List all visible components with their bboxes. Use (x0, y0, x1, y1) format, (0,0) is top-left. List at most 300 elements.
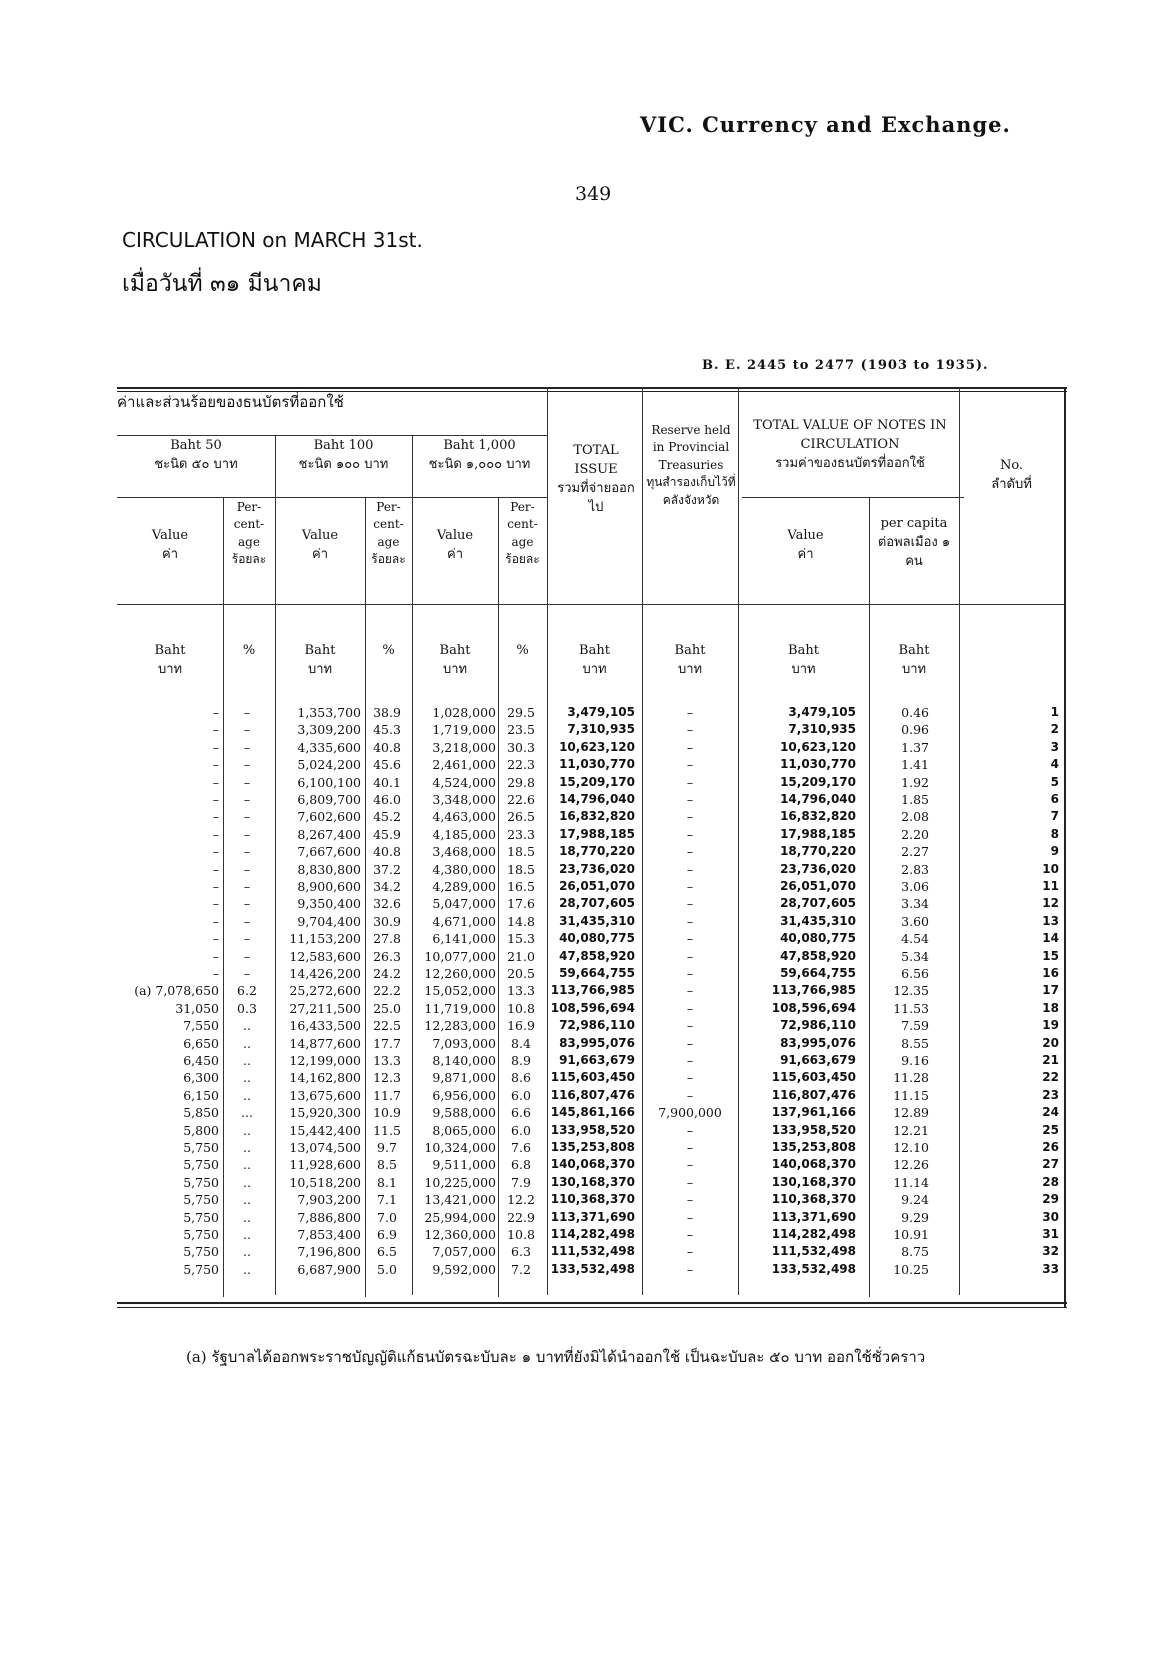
cell-b50p: 6.2 (237, 983, 257, 999)
value-1000-en: Value (436, 528, 474, 543)
cell-b50p: – (243, 826, 251, 842)
table-row (117, 1036, 1067, 1051)
cell-b100p: 25.0 (373, 1000, 401, 1016)
cell-total: 31,435,310 (559, 913, 635, 928)
unit-50 (117, 642, 223, 680)
per-capita-en: per capita (880, 516, 948, 531)
unit-100 (275, 642, 365, 680)
page-number: 349 (575, 183, 612, 205)
cell-reserve: – (686, 1053, 694, 1068)
cell-b1000v: 3,218,000 (432, 739, 496, 755)
cell-reserve: 7,900,000 (658, 1105, 722, 1121)
cell-b50p: – (243, 739, 251, 755)
table-row (117, 1088, 1067, 1103)
cell-b100p: 40.8 (373, 739, 401, 755)
cell-circ: 11,030,770 (780, 757, 856, 772)
cell-b50p: – (243, 792, 251, 807)
cell-b50p: .. (243, 1209, 251, 1225)
cell-b1000p: 22.9 (507, 1209, 535, 1225)
cell-b50p: – (243, 844, 251, 860)
cell-b50v: 5,750 (183, 1227, 219, 1242)
cell-total: 116,807,476 (550, 1087, 635, 1102)
cell-b50v: – (212, 861, 219, 877)
cell-b100p: 11.7 (373, 1087, 401, 1103)
cell-b1000p: 17.6 (507, 896, 535, 912)
cell-circ: 116,807,476 (771, 1087, 856, 1102)
table-row (117, 844, 1067, 859)
cell-b100v: 9,350,400 (297, 896, 361, 912)
cell-pc: 9.16 (901, 1053, 929, 1068)
cell-b50p: – (243, 809, 251, 825)
cell-b1000v: 5,047,000 (432, 896, 496, 912)
cell-circ: 115,603,450 (771, 1070, 856, 1085)
cell-no: 9 (1050, 844, 1059, 859)
unit-pc (869, 642, 959, 680)
cell-b50v: 5,850 (183, 1105, 219, 1121)
cell-reserve: – (686, 1000, 694, 1016)
unit-reserve-en: Baht (674, 643, 706, 658)
cell-b50v: 5,800 (183, 1122, 219, 1138)
cell-pc: 12.89 (893, 1105, 929, 1121)
unit-circ (738, 642, 869, 680)
cell-circ: 91,663,679 (780, 1053, 856, 1067)
cell-no: 10 (1042, 861, 1059, 876)
cell-no: 3 (1050, 739, 1059, 754)
cell-circ: 140,068,370 (771, 1157, 856, 1172)
cell-pc: 3.34 (901, 896, 929, 912)
value-circ-th: ค่า (797, 546, 814, 562)
cell-circ: 10,623,120 (780, 739, 856, 754)
total-value-header (742, 417, 958, 474)
cell-pc: 1.37 (901, 739, 929, 755)
cell-b50v: 6,150 (183, 1087, 219, 1103)
cell-no: 31 (1042, 1227, 1059, 1241)
cell-b100p: 46.0 (373, 792, 401, 807)
cell-pc: 1.41 (901, 757, 929, 773)
cell-b100p: 30.9 (373, 913, 401, 929)
cell-b1000p: 8.6 (511, 1070, 531, 1086)
cell-b1000v: 15,052,000 (424, 983, 496, 999)
cell-b1000v: 12,360,000 (424, 1227, 496, 1242)
cell-reserve: – (686, 1261, 694, 1277)
cell-pc: 1.85 (901, 792, 929, 807)
table-row (117, 1105, 1067, 1120)
cell-circ: 28,707,605 (780, 896, 856, 911)
cell-no: 19 (1042, 1018, 1059, 1033)
cell-b50v: – (212, 913, 219, 929)
cell-pc: 12.35 (893, 983, 929, 999)
cell-b50v: – (212, 792, 219, 807)
cell-b1000p: 22.6 (507, 792, 535, 807)
cell-b100p: 5.0 (377, 1261, 397, 1277)
cell-no: 11 (1042, 879, 1059, 893)
cell-pc: 9.24 (901, 1192, 929, 1208)
cell-no: 25 (1042, 1122, 1059, 1137)
table-row (117, 1262, 1067, 1277)
table-row (117, 827, 1067, 842)
cell-b50p: .. (243, 1157, 251, 1173)
cell-pc: 9.29 (901, 1209, 929, 1225)
reserve-en: Reserve held in Provincial Treasuries (651, 423, 731, 472)
value-50-th: ค่า (162, 546, 178, 562)
table-row (117, 879, 1067, 894)
cell-b100v: 7,667,600 (297, 844, 361, 860)
table-row (117, 757, 1067, 772)
cell-no: 17 (1042, 983, 1059, 998)
cell-no: 23 (1042, 1087, 1059, 1102)
cell-total: 91,663,679 (559, 1053, 635, 1067)
cell-reserve: – (686, 983, 694, 999)
cell-b100p: 37.2 (373, 861, 401, 877)
cell-circ: 72,986,110 (780, 1018, 856, 1033)
cell-b1000p: 6.0 (511, 1122, 531, 1138)
cell-b1000v: 10,077,000 (424, 948, 496, 964)
cell-total: 113,371,690 (550, 1209, 635, 1224)
cell-b1000p: 20.5 (507, 966, 535, 981)
cell-b50v: 7,550 (183, 1018, 219, 1034)
denom-100-header (275, 437, 412, 475)
cell-total: 11,030,770 (559, 757, 635, 772)
pct-1000-th: ร้อยละ (505, 552, 540, 567)
cell-b1000p: 29.8 (507, 774, 535, 790)
cell-b1000p: 29.5 (507, 705, 535, 720)
cell-circ: 83,995,076 (780, 1035, 856, 1050)
denom-1000-header (412, 437, 547, 475)
cell-b100p: 22.5 (373, 1018, 401, 1034)
cell-b1000v: 12,283,000 (424, 1018, 496, 1034)
cell-no: 24 (1042, 1105, 1059, 1120)
cell-no: 7 (1050, 809, 1059, 824)
value-100-th: ค่า (312, 546, 328, 562)
denom-100-en: Baht 100 (313, 438, 374, 453)
unit-total-th: บาท (582, 661, 607, 677)
cell-reserve: – (686, 1174, 694, 1190)
cell-b50v: 5,750 (183, 1209, 219, 1225)
table-row (117, 949, 1067, 964)
per-capita-th: ต่อพลเมือง ๑ คน (877, 534, 951, 569)
cell-pc: 7.59 (901, 1018, 929, 1034)
cell-b100v: 6,687,900 (297, 1261, 361, 1277)
cell-b50v: – (212, 739, 219, 755)
cell-total: 111,532,498 (550, 1244, 635, 1259)
cell-b1000p: 30.3 (507, 739, 535, 755)
cell-b50v: 5,750 (183, 1174, 219, 1190)
cell-reserve: – (686, 705, 694, 720)
cell-no: 21 (1042, 1053, 1059, 1067)
denom-50-en: Baht 50 (170, 438, 222, 453)
cell-b50v: – (212, 948, 219, 964)
cell-b1000v: 11,719,000 (424, 1000, 496, 1016)
cell-reserve: – (686, 1157, 694, 1173)
cell-circ: 17,988,185 (780, 826, 856, 841)
cell-reserve: – (686, 826, 694, 842)
cell-b1000v: 9,592,000 (432, 1261, 496, 1277)
cell-circ: 31,435,310 (780, 913, 856, 928)
cell-total: 23,736,020 (559, 861, 635, 876)
cell-b1000v: 4,289,000 (432, 879, 496, 894)
cell-b1000p: 8.4 (511, 1035, 531, 1051)
denom-100-th: ชะนิด ๑๐๐ บาท (298, 456, 389, 472)
value-50-en: Value (151, 528, 189, 543)
cell-reserve: – (686, 1035, 694, 1051)
cell-b100p: 6.5 (377, 1244, 397, 1260)
cell-circ: 133,532,498 (771, 1261, 856, 1276)
cell-pc: 2.83 (901, 861, 929, 877)
cell-b100v: 14,162,800 (289, 1070, 361, 1086)
cell-reserve: – (686, 809, 694, 825)
cell-b1000v: 9,511,000 (432, 1157, 496, 1173)
cell-b50p: .. (243, 1174, 251, 1190)
cell-b50p: – (243, 705, 251, 720)
cell-b1000p: 10.8 (507, 1000, 535, 1016)
pct-100-en: Per-cent-age (373, 500, 404, 549)
cell-b1000v: 3,348,000 (432, 792, 496, 807)
cell-no: 12 (1042, 896, 1059, 911)
cell-reserve: – (686, 757, 694, 773)
pct-50-label (223, 499, 275, 569)
cell-reserve: – (686, 1209, 694, 1225)
cell-b50p: – (243, 948, 251, 964)
cell-b50v: – (212, 896, 219, 912)
table-row (117, 1140, 1067, 1155)
cell-circ: 111,532,498 (771, 1244, 856, 1259)
no-header (959, 457, 1064, 495)
cell-b100p: 24.2 (373, 966, 401, 981)
cell-b100p: 26.3 (373, 948, 401, 964)
cell-b100v: 27,211,500 (289, 1000, 361, 1016)
cell-no: 27 (1042, 1157, 1059, 1172)
table-row (117, 1192, 1067, 1207)
cell-total: 15,209,170 (559, 774, 635, 789)
cell-b100v: 7,602,600 (297, 809, 361, 825)
cell-b100v: 13,675,600 (289, 1087, 361, 1103)
cell-reserve: – (686, 966, 694, 981)
cell-b100p: 45.6 (373, 757, 401, 773)
cell-circ: 133,958,520 (771, 1122, 856, 1137)
cell-b100v: 9,704,400 (297, 913, 361, 929)
table-row (117, 1123, 1067, 1138)
table-bottom-rule (117, 1302, 1067, 1304)
cell-b50p: .. (243, 1261, 251, 1277)
unit-100-en: Baht (304, 643, 336, 658)
total-value-th: รวมค่าของธนบัตรที่ออกใช้ (775, 455, 925, 471)
cell-no: 18 (1042, 1000, 1059, 1015)
cell-b1000p: 6.0 (511, 1087, 531, 1103)
cell-circ: 110,368,370 (771, 1192, 856, 1207)
unit-total-en: Baht (579, 643, 610, 658)
value-1000-th: ค่า (447, 546, 463, 562)
cell-pc: 11.28 (893, 1070, 929, 1086)
cell-b50v: 5,750 (183, 1261, 219, 1277)
table-row (117, 1001, 1067, 1016)
pct-50-th: ร้อยละ (231, 552, 267, 567)
cell-b50p: .. (243, 1122, 251, 1138)
cell-b100v: 8,267,400 (297, 826, 361, 842)
table-row (117, 740, 1067, 755)
value-50-label (117, 527, 223, 565)
cell-b100v: 11,153,200 (289, 931, 361, 947)
cell-circ: 130,168,370 (771, 1174, 856, 1189)
cell-reserve: – (686, 739, 694, 755)
cell-b100p: 45.3 (373, 722, 401, 738)
cell-b1000p: 7.6 (511, 1140, 531, 1155)
pct-50-en: Per-cent-age (233, 500, 265, 549)
pct-100-label (365, 499, 412, 569)
table-row (117, 775, 1067, 790)
cell-b1000v: 10,225,000 (424, 1174, 496, 1190)
cell-b50v: 5,750 (183, 1140, 219, 1155)
circulation-table (117, 387, 1067, 1327)
cell-b1000p: 6.8 (511, 1157, 531, 1173)
cell-reserve: – (686, 792, 694, 807)
cell-b100p: 11.5 (373, 1122, 401, 1138)
cell-pc: 11.14 (893, 1174, 929, 1190)
cell-no: 22 (1042, 1070, 1059, 1085)
cell-circ: 108,596,694 (771, 1000, 856, 1015)
cell-b50v: – (212, 809, 219, 825)
pct-1000-en: Per-cent-age (507, 500, 538, 549)
cell-circ: 26,051,070 (780, 879, 856, 893)
section-title: VIC. Currency and Exchange. (640, 112, 1011, 137)
cell-b1000p: 16.5 (507, 879, 535, 894)
cell-reserve: – (686, 1227, 694, 1242)
cell-b50p: ... (241, 1105, 253, 1121)
group-header: ค่าและส่วนร้อยของธนบัตรที่ออกใช้ (117, 393, 344, 411)
value-100-label (275, 527, 365, 565)
cell-circ: 14,796,040 (780, 792, 856, 806)
cell-total: 140,068,370 (550, 1157, 635, 1172)
cell-circ: 7,310,935 (788, 722, 856, 737)
cell-total: 135,253,808 (550, 1140, 635, 1154)
cell-b1000p: 6.6 (511, 1105, 531, 1121)
cell-b1000v: 9,588,000 (432, 1105, 496, 1121)
cell-b100v: 11,928,600 (289, 1157, 361, 1173)
unit-pct-1000: % (516, 643, 529, 658)
cell-b100p: 38.9 (373, 705, 401, 720)
cell-b100p: 45.2 (373, 809, 401, 825)
cell-b1000p: 12.2 (507, 1192, 535, 1208)
cell-total: 133,958,520 (550, 1122, 635, 1137)
cell-b1000v: 4,671,000 (432, 913, 496, 929)
cell-b1000p: 23.3 (507, 826, 535, 842)
cell-b100p: 40.1 (373, 774, 401, 790)
total-value-en: TOTAL VALUE OF NOTES IN CIRCULATION (753, 418, 947, 452)
cell-b1000p: 23.5 (507, 722, 535, 738)
header-line-circ (742, 497, 964, 498)
table-row (117, 809, 1067, 824)
denom-50-th: ชะนิด ๕๐ บาท (154, 456, 238, 472)
table-bottom-rule-inner (117, 1307, 1067, 1308)
cell-total: 145,861,166 (550, 1105, 635, 1120)
table-row (117, 1053, 1067, 1068)
cell-reserve: – (686, 1018, 694, 1034)
cell-total: 14,796,040 (559, 792, 635, 806)
cell-b50v: – (212, 757, 219, 773)
cell-b1000v: 8,065,000 (432, 1122, 496, 1138)
cell-b50p: .. (243, 1244, 251, 1260)
cell-b1000p: 15.3 (507, 931, 535, 947)
cell-circ: 40,080,775 (780, 931, 856, 946)
cell-b100v: 7,196,800 (297, 1244, 361, 1260)
cell-b100v: 13,074,500 (289, 1140, 361, 1155)
cell-no: 32 (1042, 1244, 1059, 1259)
cell-circ: 15,209,170 (780, 774, 856, 789)
table-row (117, 862, 1067, 877)
table-row (117, 1175, 1067, 1190)
cell-b50p: .. (243, 1192, 251, 1208)
cell-total: 115,603,450 (550, 1070, 635, 1085)
cell-pc: 1.92 (901, 774, 929, 790)
cell-pc: 10.25 (893, 1261, 929, 1277)
cell-pc: 5.34 (901, 948, 929, 964)
cell-b50v: 5,750 (183, 1244, 219, 1260)
cell-b50v: – (212, 844, 219, 860)
cell-b50v: – (212, 722, 219, 738)
cell-circ: 23,736,020 (780, 861, 856, 876)
unit-1000-en: Baht (439, 643, 471, 658)
unit-1000-th: บาท (442, 661, 468, 677)
table-row (117, 1244, 1067, 1259)
cell-b50p: – (243, 722, 251, 738)
cell-b100v: 8,830,800 (297, 861, 361, 877)
cell-b50v: – (212, 826, 219, 842)
table-row (117, 983, 1067, 998)
cell-b50v: 31,050 (175, 1000, 219, 1016)
cell-b100v: 8,900,600 (297, 879, 361, 894)
cell-b50v: 6,300 (183, 1070, 219, 1086)
cell-total: 108,596,694 (550, 1000, 635, 1015)
cell-b100p: 34.2 (373, 879, 401, 894)
cell-no: 29 (1042, 1192, 1059, 1207)
cell-reserve: – (686, 722, 694, 738)
cell-total: 72,986,110 (559, 1018, 635, 1033)
cell-circ: 113,371,690 (771, 1209, 856, 1224)
header-line-group (117, 435, 547, 436)
cell-pc: 3.60 (901, 913, 929, 929)
cell-b1000v: 12,260,000 (424, 966, 496, 981)
cell-reserve: – (686, 774, 694, 790)
table-row (117, 1070, 1067, 1085)
cell-circ: 47,858,920 (780, 948, 856, 963)
pct-1000-label (498, 499, 547, 569)
cell-pc: 12.21 (893, 1122, 929, 1138)
cell-b1000p: 16.9 (507, 1018, 535, 1034)
cell-b1000v: 9,871,000 (432, 1070, 496, 1086)
cell-circ: 3,479,105 (788, 705, 856, 719)
cell-b50p: – (243, 896, 251, 912)
cell-total: 18,770,220 (559, 844, 635, 859)
cell-b100v: 12,199,000 (289, 1053, 361, 1068)
cell-b1000v: 7,093,000 (432, 1035, 496, 1051)
cell-no: 1 (1050, 705, 1059, 719)
cell-b100v: 14,877,600 (289, 1035, 361, 1051)
cell-pc: 0.46 (901, 705, 929, 720)
cell-b1000p: 22.3 (507, 757, 535, 773)
table-row (117, 966, 1067, 981)
cell-total: 83,995,076 (559, 1035, 635, 1050)
cell-b100p: 10.9 (373, 1105, 401, 1121)
cell-b100p: 9.7 (377, 1140, 397, 1155)
cell-no: 26 (1042, 1140, 1059, 1154)
cell-pc: 11.15 (893, 1087, 929, 1103)
cell-b100p: 45.9 (373, 826, 401, 842)
cell-no: 2 (1050, 722, 1059, 737)
cell-circ: 114,282,498 (771, 1227, 856, 1241)
cell-no: 4 (1050, 757, 1059, 772)
cell-b100v: 15,920,300 (289, 1105, 361, 1121)
cell-b50v: 6,650 (183, 1035, 219, 1051)
title-thai: เมื่อวันที่ ๓๑ มีนาคม (122, 271, 322, 297)
